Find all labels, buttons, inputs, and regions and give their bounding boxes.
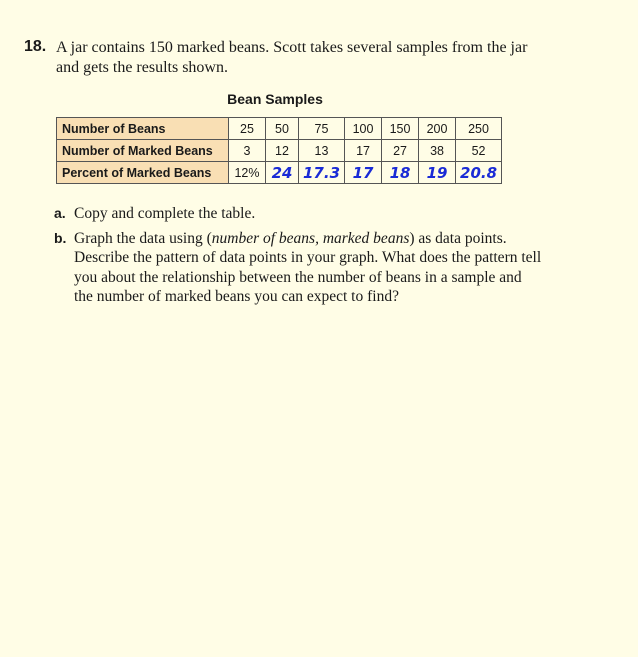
table-row-percent-of-marked-beans [57, 162, 502, 184]
table-row-number-of-marked-beans [57, 140, 502, 162]
table-cell: 3 [229, 140, 266, 162]
part-text-italic: number of beans, marked beans [211, 229, 410, 247]
table-cell: 12% [229, 162, 266, 184]
row-header: Number of Marked Beans [57, 140, 229, 162]
table-cell: 50 [266, 118, 299, 140]
table-cell: 25 [229, 118, 266, 140]
handwritten-answer[interactable]: 19 [419, 162, 456, 184]
handwritten-answer[interactable]: 17 [345, 162, 382, 184]
table-cell: 200 [419, 118, 456, 140]
part-b [54, 229, 544, 307]
table-cell: 17 [345, 140, 382, 162]
part-text-post: ) as data points. Describe the pattern of data points in your graph. What does the pattern tell you about the relationship between the number of beans in a sample and the number of marked beans you can expect to find? [74, 229, 542, 305]
table-title: Bean Samples [227, 91, 323, 107]
part-label: b. [54, 229, 67, 246]
table-cell: 13 [299, 140, 345, 162]
table-cell: 100 [345, 118, 382, 140]
row-header: Number of Beans [57, 118, 229, 140]
bean-samples-table [56, 117, 502, 184]
table-cell: 12 [266, 140, 299, 162]
part-a [54, 204, 544, 224]
table-cell: 150 [382, 118, 419, 140]
problem-parts [54, 204, 544, 312]
handwritten-answer[interactable]: 24 [266, 162, 299, 184]
table-cell: 27 [382, 140, 419, 162]
table-cell: 38 [419, 140, 456, 162]
part-text: Copy and complete the table. [74, 205, 256, 222]
handwritten-answer[interactable]: 20.8 [456, 162, 502, 184]
table-row-number-of-beans [57, 118, 502, 140]
problem-number: 18. [24, 38, 47, 55]
part-text [74, 229, 544, 307]
part-label: a. [54, 205, 66, 221]
row-header: Percent of Marked Beans [57, 162, 229, 184]
handwritten-answer[interactable]: 18 [382, 162, 419, 184]
table-cell: 52 [456, 140, 502, 162]
part-text-pre: Graph the data using ( [74, 229, 212, 247]
handwritten-answer[interactable]: 17.3 [299, 162, 345, 184]
problem-text: A jar contains 150 marked beans. Scott takes several samples from the jar and gets the results shown. [56, 39, 528, 76]
table-cell: 250 [456, 118, 502, 140]
table-cell: 75 [299, 118, 345, 140]
